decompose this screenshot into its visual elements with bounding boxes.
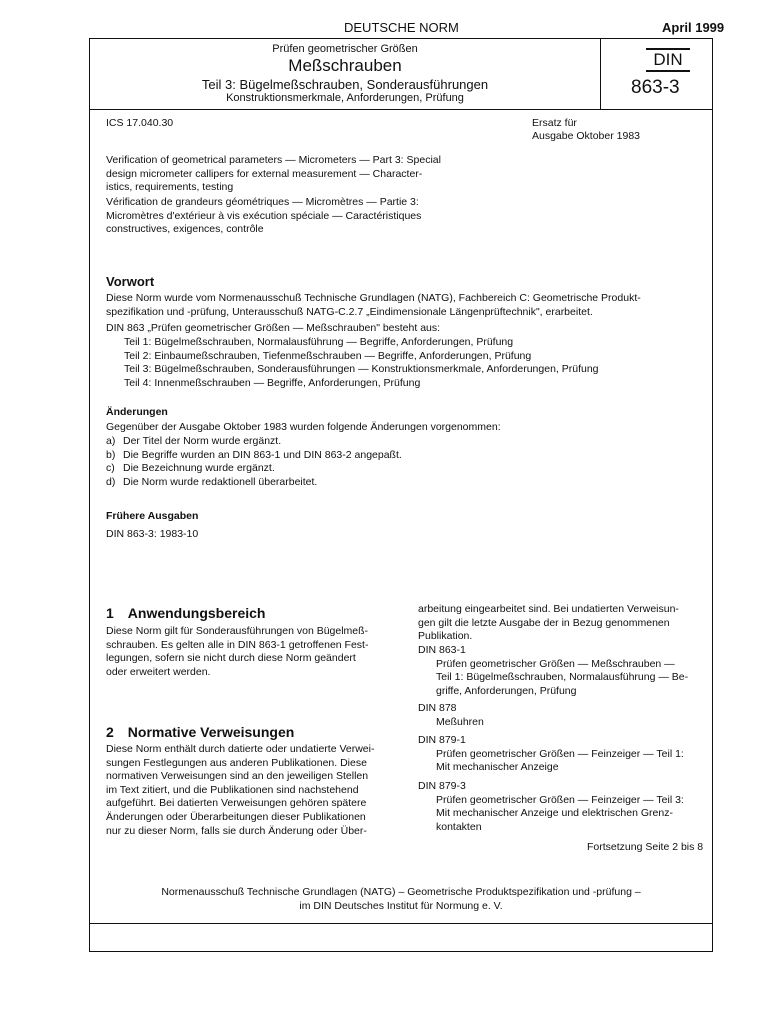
reference-id: DIN 879-1 xyxy=(418,734,466,746)
replacement-edition: Ausgabe Oktober 1983 xyxy=(532,130,640,142)
section-title: Normative Verweisungen xyxy=(127,724,295,740)
aenderungen-heading: Änderungen xyxy=(106,406,168,418)
section-2-heading xyxy=(106,724,294,740)
item-text: Die Begriffe wurden an DIN 863-1 und DIN 863-2 angepaßt. xyxy=(123,448,402,461)
english-title-line: istics, requirements, testing xyxy=(106,181,234,194)
section-1-body xyxy=(106,625,402,679)
aenderungen-item xyxy=(106,462,402,476)
ics-code: ICS 17.040.30 xyxy=(106,117,174,129)
english-title-line: Verification of geometrical parameters — Micrometers — Part 3: Special xyxy=(106,154,441,166)
section-1-line: legungen, sofern sie nicht durch diese Norm geändert xyxy=(106,652,356,665)
issue-date: April 1999 xyxy=(662,20,725,35)
parts-intro: DIN 863 „Prüfen geometrischer Größen — Meßschrauben" besteht aus: xyxy=(106,322,441,334)
section-1-line: Diese Norm gilt für Sonderausführungen von Bügelmeß- xyxy=(106,625,369,637)
title-supertitle: Prüfen geometrischer Größen xyxy=(272,43,418,55)
parts-list-item: Teil 2: Einbaumeßschrauben, Tiefenmeßschrauben — Begriffe, Anforderungen, Prüfung xyxy=(124,349,532,362)
norm-type: DEUTSCHE NORM xyxy=(344,20,459,35)
vorwort-line: Diese Norm wurde vom Normenausschuß Technische Grundlagen (NATG), Fachbereich C: Geometrische Produkt- xyxy=(106,292,641,304)
item-label: a) xyxy=(106,435,116,447)
section-2-line: im Text zitiert, und die Publikationen sind nachstehend xyxy=(106,783,359,796)
page-title: Meßschrauben xyxy=(288,56,402,75)
reference-line: Prüfen geometrischer Größen — Feinzeiger — Teil 1: xyxy=(436,747,684,760)
vorwort-paragraph xyxy=(106,292,714,319)
title-subtitle-2: Konstruktionsmerkmale, Anforderungen, Prüfung xyxy=(226,92,464,104)
reference-desc xyxy=(418,794,714,835)
reference-line: Teil 1: Bügelmeßschrauben, Normalausführung — Be- xyxy=(436,671,689,684)
title-logo-divider xyxy=(600,38,601,109)
footer-line-2: im DIN Deutsches Institut für Normung e. V. xyxy=(299,900,503,912)
section-2-line: Änderungen oder Überarbeitungen dieser Publikationen xyxy=(106,810,366,823)
reference-line: Mit mechanischer Anzeige und elektrischen Grenz- xyxy=(436,807,673,820)
din-logo-text: DIN xyxy=(653,50,683,69)
section-1-line: oder erweitert werden. xyxy=(106,665,211,678)
parts-list-item: Teil 3: Bügelmeßschrauben, Sonderausführungen — Konstruktionsmerkmale, Anforderungen, Prüfung xyxy=(124,363,599,376)
parts-list xyxy=(124,336,599,390)
footer-divider xyxy=(89,923,713,924)
aenderungen-intro: Gegenüber der Ausgabe Oktober 1983 wurden folgende Änderungen vorgenommen: xyxy=(106,421,501,433)
french-title-line: constructives, exigences, contrôle xyxy=(106,223,264,236)
reference-din-863-1 xyxy=(418,644,714,698)
fruehere-text: DIN 863-3: 1983-10 xyxy=(106,528,199,540)
item-text: Die Norm wurde redaktionell überarbeitet. xyxy=(123,475,318,488)
din-logo xyxy=(646,48,690,72)
item-text: Die Bezeichnung wurde ergänzt. xyxy=(123,462,275,475)
title-divider xyxy=(89,109,713,110)
title-subtitle: Teil 3: Bügelmeßschrauben, Sonderausführungen xyxy=(201,77,489,92)
reference-line: griffe, Anforderungen, Prüfung xyxy=(436,684,577,697)
section-number: 1 xyxy=(106,605,114,621)
replacement-label: Ersatz für xyxy=(532,117,577,129)
reference-din-879-1 xyxy=(418,734,714,775)
french-title-line: Vérification de grandeurs géométriques — Micromètres — Partie 3: xyxy=(106,196,419,208)
item-label: b) xyxy=(106,448,116,461)
reference-din-878 xyxy=(418,702,714,729)
section-2-line: aufgeführt. Bei datierten Verweisungen gehören spätere xyxy=(106,797,367,810)
english-title-line: design micrometer callipers for external measurement — Character- xyxy=(106,167,423,180)
parts-list-item: Teil 1: Bügelmeßschrauben, Normalausführung — Begriffe, Anforderungen, Prüfung xyxy=(124,336,514,348)
continuation-line: arbeitung eingearbeitet sind. Bei undatierten Verweisun- xyxy=(418,603,679,615)
parts-list-item: Teil 4: Innenmeßschrauben — Begriffe, Anforderungen, Prüfung xyxy=(124,376,421,389)
reference-id: DIN 878 xyxy=(418,702,457,714)
aenderungen-item xyxy=(106,449,402,463)
section-1-line: schrauben. Es gelten alle in DIN 863-1 getroffenen Fest- xyxy=(106,638,369,651)
section-2-line: nur zu dieser Norm, falls sie durch Änderung oder Über- xyxy=(106,824,367,837)
continuation-line: Publikation. xyxy=(418,630,473,643)
aenderungen-list xyxy=(106,435,402,489)
reference-id: DIN 879-3 xyxy=(418,780,466,792)
reference-desc xyxy=(418,658,714,699)
reference-line: Prüfen geometrischer Größen — Feinzeiger — Teil 3: xyxy=(436,793,684,806)
section-2-line: Diese Norm enthält durch datierte oder undatierte Verwei- xyxy=(106,743,375,755)
din-number: 863-3 xyxy=(631,77,680,98)
item-label: d) xyxy=(106,475,116,488)
reference-line: Meßuhren xyxy=(436,715,484,728)
french-title-line: Micromètres d'extérieur à vis exécution spéciale — Caractéristiques xyxy=(106,209,422,222)
reference-line: Mit mechanischer Anzeige xyxy=(436,761,559,774)
section-2-continuation xyxy=(418,603,714,644)
section-number: 2 xyxy=(106,724,114,740)
aenderungen-item xyxy=(106,476,402,490)
continuation-line: gen gilt die letzte Ausgabe der in Bezug genommenen xyxy=(418,616,670,629)
continuation-note: Fortsetzung Seite 2 bis 8 xyxy=(587,841,704,853)
section-2-line: normativen Verweisungen sind an den jeweiligen Stellen xyxy=(106,770,369,783)
reference-id: DIN 863-1 xyxy=(418,644,466,656)
section-2-line: sungen Festlegungen aus anderen Publikationen. Diese xyxy=(106,756,367,769)
english-title xyxy=(106,154,441,195)
item-text: Der Titel der Norm wurde ergänzt. xyxy=(123,435,282,447)
reference-desc xyxy=(418,748,714,775)
footer-line-1: Normenausschuß Technische Grundlagen (NATG) – Geometrische Produktspezifikation und -prüfung – xyxy=(161,886,641,898)
aenderungen-item xyxy=(106,435,402,449)
reference-line: Prüfen geometrischer Größen — Meßschrauben — xyxy=(436,657,675,670)
fruehere-heading: Frühere Ausgaben xyxy=(106,510,199,522)
vorwort-heading: Vorwort xyxy=(106,274,155,289)
section-1-heading xyxy=(106,605,265,621)
reference-din-879-3 xyxy=(418,780,714,834)
vorwort-line: spezifikation und -prüfung, Unterausschuß NATG-C.2.7 „Eindimensionale Längenprüftechnik", erarbeitet. xyxy=(106,305,593,318)
french-title xyxy=(106,196,421,237)
item-label: c) xyxy=(106,462,115,475)
section-2-body xyxy=(106,743,402,838)
section-title: Anwendungsbereich xyxy=(127,605,266,621)
reference-line: kontakten xyxy=(436,820,482,833)
